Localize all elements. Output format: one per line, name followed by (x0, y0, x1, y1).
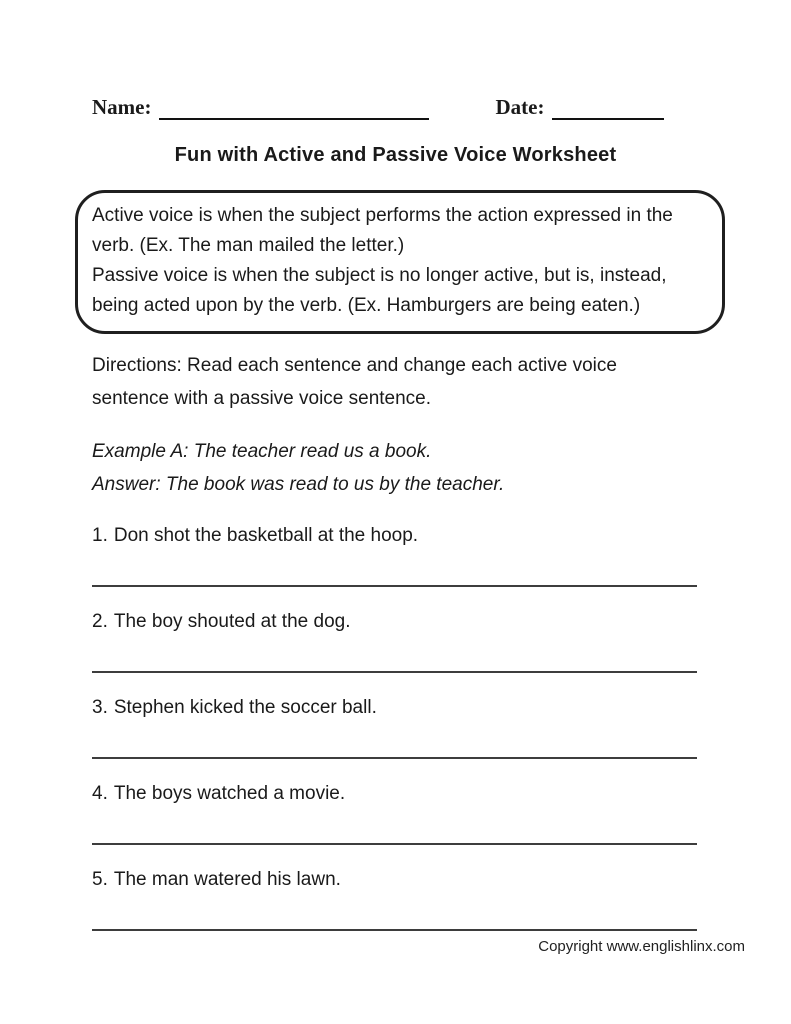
question-list (92, 525, 699, 931)
question-text-row (92, 869, 699, 891)
directions-text: Directions: Read each sentence and change each active voice sentence with a passive voice sentence. (92, 355, 617, 409)
page-title: Fun with Active and Passive Voice Worksheet (174, 144, 617, 166)
question-text: The boys watched a movie. (113, 783, 346, 804)
question-item (92, 697, 699, 759)
name-label: Name: (92, 95, 152, 119)
definition-box (75, 190, 725, 334)
answer-line[interactable] (92, 585, 697, 587)
name-date-row (92, 95, 699, 120)
copyright-text: Copyright www.englishlinx.com (538, 938, 745, 955)
answer-line[interactable] (92, 843, 697, 845)
question-number: 5. (92, 869, 108, 890)
question-number: 2. (92, 611, 108, 632)
question-number: 4. (92, 783, 108, 804)
passive-voice-definition: Passive voice is when the subject is no longer active, but is, instead, being acted upon by the verb. (Ex. Hamburgers are being eaten.) (92, 265, 667, 316)
question-item (92, 611, 699, 673)
question-text-row (92, 525, 699, 547)
answer-line[interactable] (92, 671, 697, 673)
question-item (92, 783, 699, 845)
question-text: The boy shouted at the dog. (113, 611, 351, 632)
date-label: Date: (495, 95, 545, 119)
example-block (92, 435, 699, 501)
question-text: Don shot the basketball at the hoop. (113, 525, 419, 546)
answer-line[interactable] (92, 757, 697, 759)
question-item (92, 869, 699, 931)
question-text-row (92, 611, 699, 633)
date-blank-field[interactable] (552, 96, 664, 120)
question-number: 1. (92, 525, 108, 546)
active-voice-definition: Active voice is when the subject performs the action expressed in the verb. (Ex. The man mailed the letter.) (92, 205, 673, 256)
question-text: Stephen kicked the soccer ball. (113, 697, 377, 718)
question-number: 3. (92, 697, 108, 718)
answer-line[interactable] (92, 929, 697, 931)
example-answer: Answer: The book was read to us by the teacher. (92, 474, 505, 495)
question-text-row (92, 697, 699, 719)
name-blank-field[interactable] (159, 96, 429, 120)
question-text-row (92, 783, 699, 805)
question-text: The man watered his lawn. (113, 869, 341, 890)
example-prompt: Example A: The teacher read us a book. (92, 441, 432, 462)
question-item (92, 525, 699, 587)
